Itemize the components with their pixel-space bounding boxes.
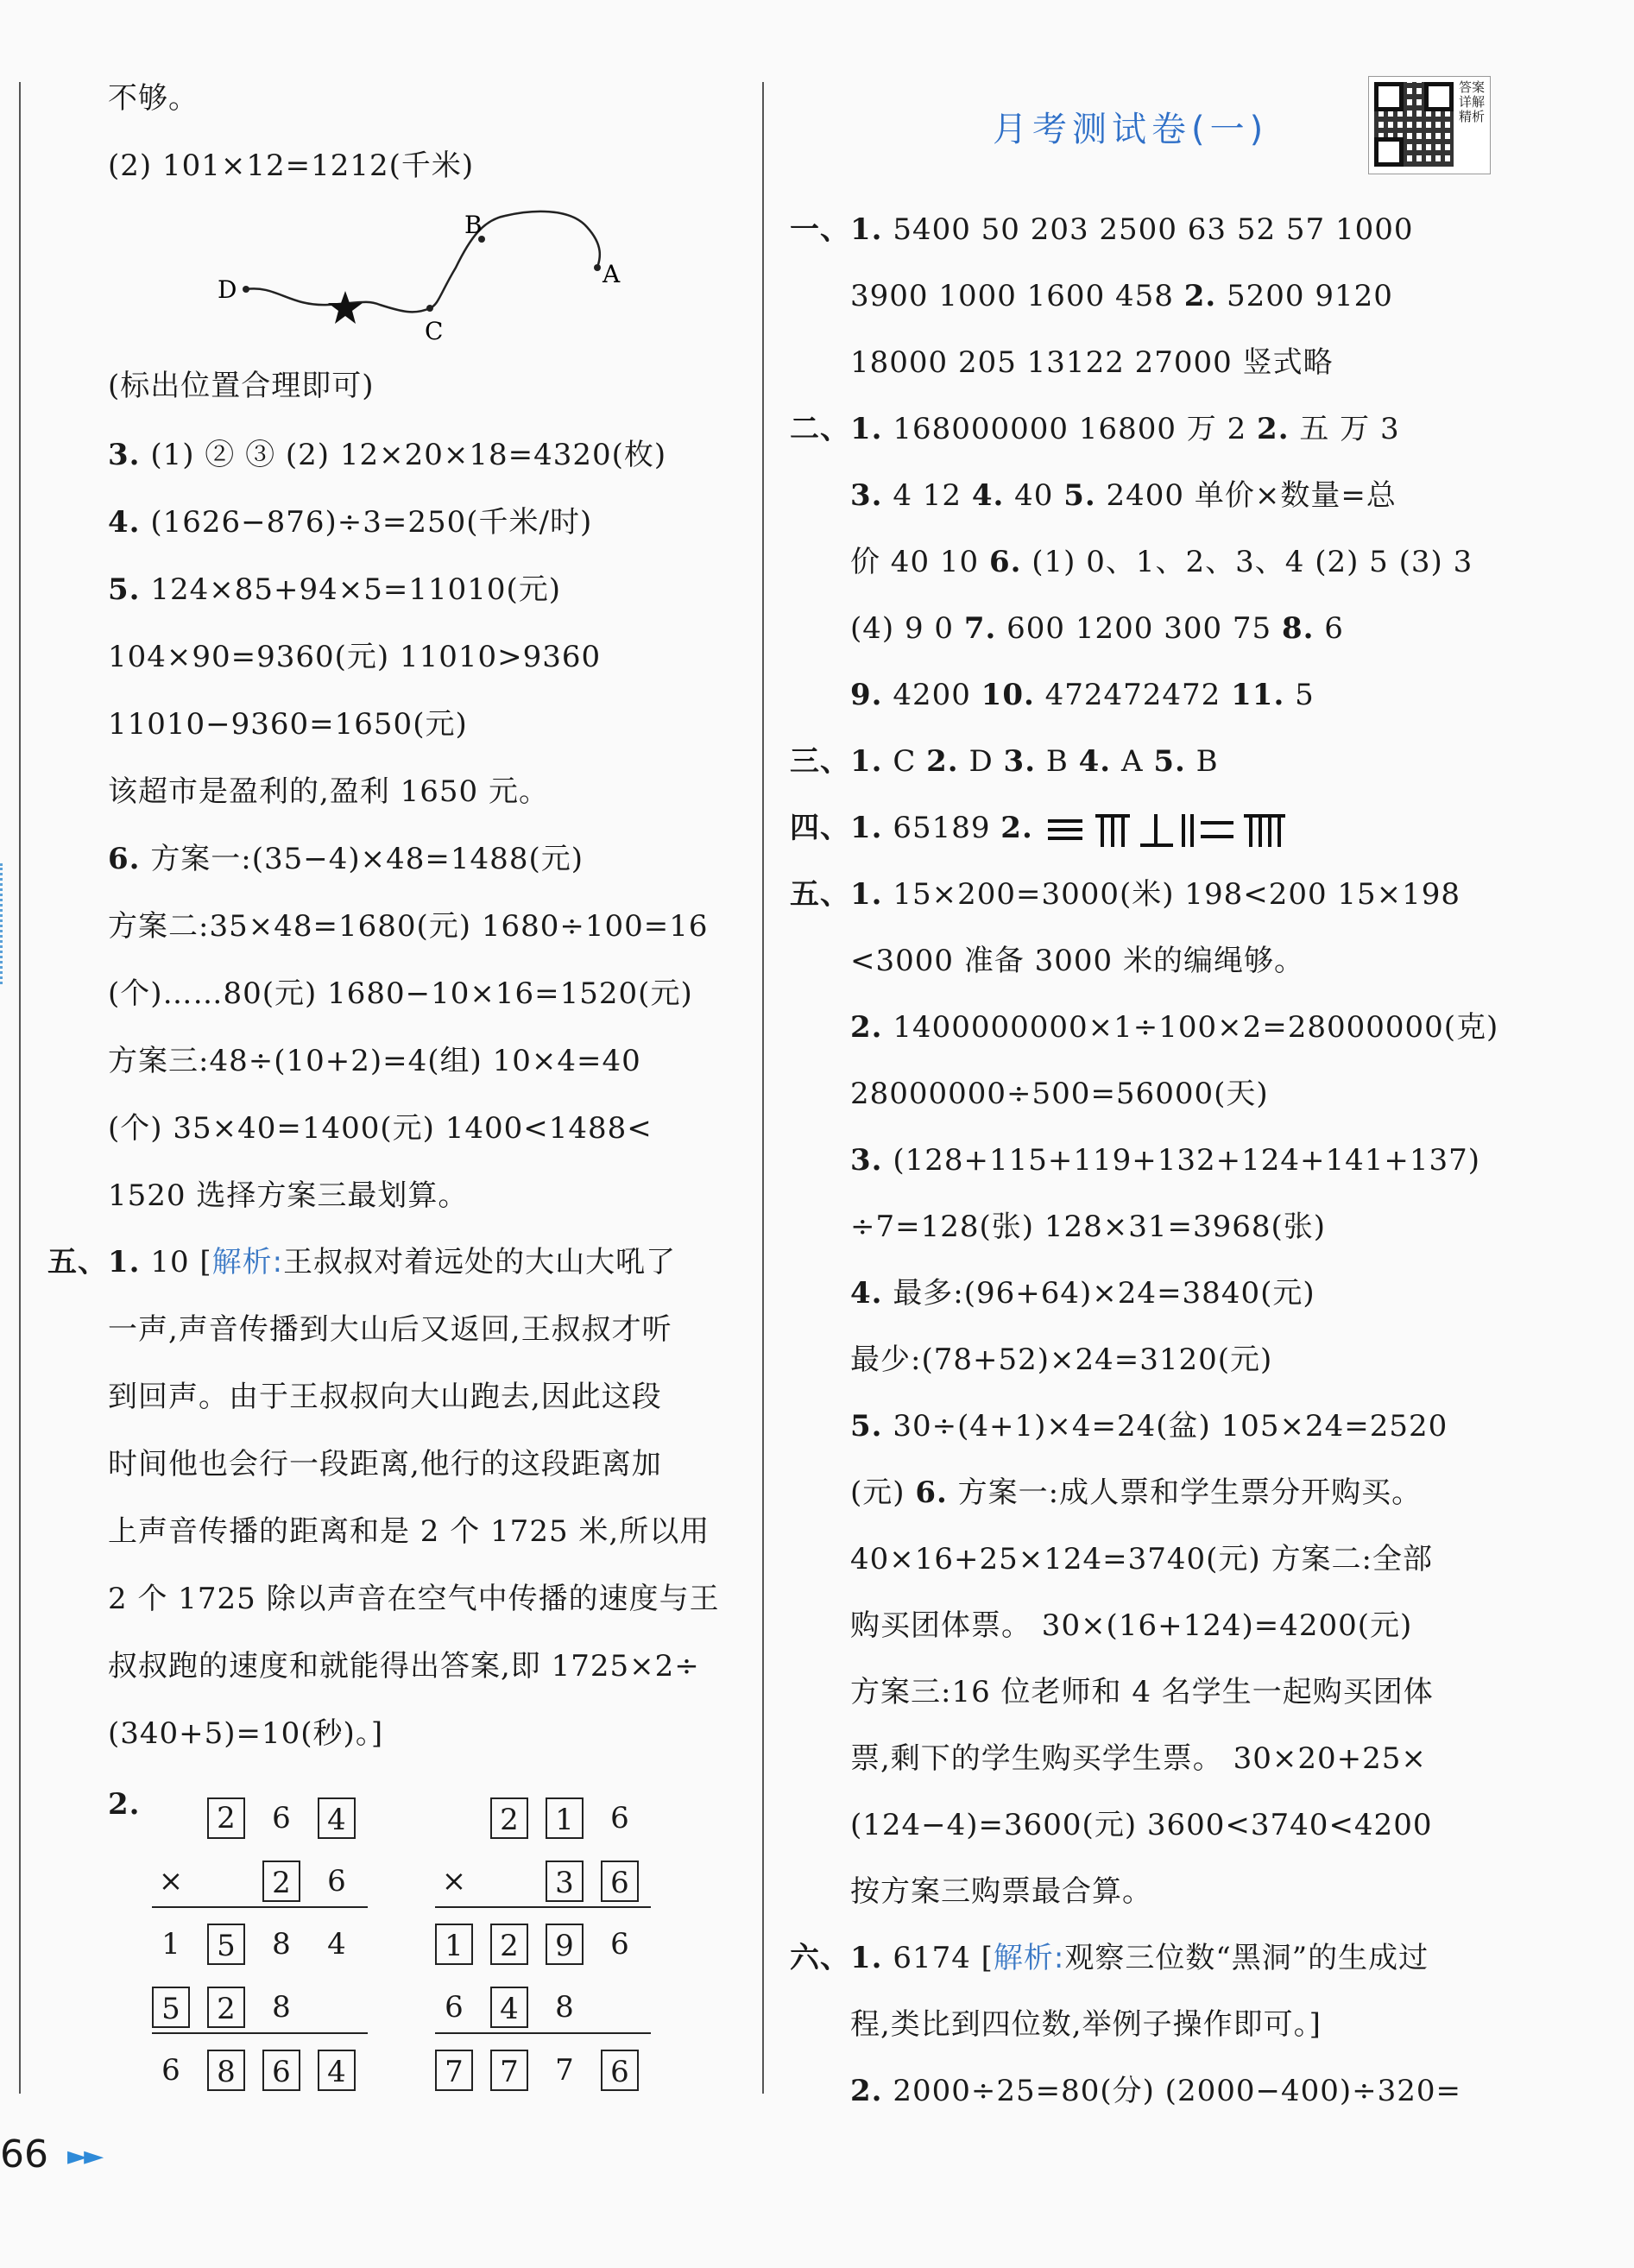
- right-line-19: [850, 1474, 1422, 1512]
- digit-box: 4: [318, 1797, 356, 1839]
- bracket-open: [: [199, 1245, 212, 1279]
- question-num: 11.: [1231, 678, 1285, 712]
- right-line-9: [790, 809, 1303, 850]
- digit-box: 2: [490, 1924, 528, 1965]
- digit-box: 2: [262, 1861, 300, 1902]
- point-c-dot: [426, 305, 433, 312]
- multiplication-puzzle-1: [152, 1797, 373, 2108]
- center-column-rule: [762, 82, 764, 2094]
- analysis-tag: 解析:: [211, 1245, 284, 1279]
- analysis-line-2: 到回声。由于王叔叔向大山跑去,因此这段: [108, 1380, 662, 1414]
- right-line-17: 最少:(78+52)×24=3120(元): [850, 1342, 1273, 1377]
- digit: 6: [610, 1801, 629, 1835]
- question-num: 1.: [108, 1245, 141, 1279]
- left-line-2: (标出位置合理即可): [108, 369, 375, 403]
- section-label: 三、: [790, 744, 850, 779]
- question-num: 4.: [850, 1276, 883, 1311]
- digit: 7: [555, 2053, 574, 2088]
- binding-edge-dots: [0, 863, 5, 984]
- left-margin-rule: [19, 82, 21, 2094]
- question-num: 7.: [963, 611, 997, 646]
- analysis-line-5: 2 个 1725 除以声音在空气中传播的速度与王: [108, 1582, 720, 1616]
- answer-text: C: [893, 744, 927, 779]
- left-line-7: 11010−9360=1650(元): [108, 707, 468, 742]
- digit-box: 5: [152, 1987, 190, 2028]
- digit: 6: [272, 1801, 291, 1835]
- answer-text: (1) ② ③ (2) 12×20×18=4320(枚): [150, 438, 667, 472]
- section-5-q1: [47, 1243, 676, 1281]
- question-num: 3.: [850, 1143, 883, 1178]
- digit-box: 7: [435, 2050, 473, 2091]
- left-line-12: 方案三:48÷(10+2)=4(组) 10×4=40: [108, 1044, 641, 1078]
- section-label: 一、: [790, 212, 850, 247]
- times-sign: ×: [441, 1864, 467, 1898]
- answer-text: 65189: [893, 811, 1001, 845]
- digit: 6: [161, 2053, 180, 2088]
- right-line-20: 40×16+25×124=3740(元) 方案二:全部: [850, 1542, 1433, 1576]
- digit-box: 5: [207, 1924, 245, 1965]
- digit-box: 2: [207, 1987, 245, 2028]
- left-line-14: 1520 选择方案三最划算。: [108, 1178, 469, 1213]
- answer-text: B: [1196, 744, 1219, 779]
- answer-text: 4200: [893, 678, 981, 712]
- digit-box: 9: [546, 1924, 584, 1965]
- test-title: 月考测试卷(一): [993, 110, 1269, 149]
- analysis-line-3: 时间他也会行一段距离,他行的这段距离加: [108, 1447, 662, 1481]
- question-num: 4.: [108, 505, 141, 540]
- times-sign: ×: [158, 1864, 184, 1898]
- digit: 6: [445, 1990, 464, 2025]
- answer-text: (1626−876)÷3=250(千米/时): [150, 505, 593, 540]
- qr-code-icon[interactable]: [1368, 76, 1491, 174]
- left-line-1: (2) 101×12=1212(千米): [108, 148, 475, 183]
- analysis-line-7: (340+5)=10(秒)。]: [108, 1716, 384, 1751]
- route-map-figure: [207, 203, 656, 350]
- right-line-1: [850, 277, 1393, 315]
- section-label: 五、: [47, 1245, 108, 1279]
- answer-text: 5200 9120: [1227, 279, 1393, 313]
- point-d-dot: [243, 286, 249, 293]
- answer-text: 方案一:(35−4)×48=1488(元): [150, 842, 584, 876]
- digit-box: 6: [601, 2050, 639, 2091]
- digit: 8: [272, 1990, 291, 2025]
- right-line-24: (124−4)=3600(元) 3600<3740<4200: [850, 1808, 1433, 1842]
- question-num: 1.: [850, 212, 883, 247]
- section-label: 五、: [790, 877, 850, 912]
- right-line-18: [850, 1407, 1448, 1445]
- right-line-21: 购买团体票。 30×(16+124)=4200(元): [850, 1608, 1413, 1643]
- answer-text: 124×85+94×5=11010(元): [150, 572, 562, 607]
- rod-numeral-answer: [1044, 809, 1303, 850]
- right-line-27: 程,类比到四位数,举例子操作即可。]: [850, 2007, 1322, 2042]
- right-line-15: ÷7=128(张) 128×31=3968(张): [850, 1210, 1327, 1244]
- section-label: 六、: [790, 1941, 850, 1975]
- qr-finder: [1424, 82, 1454, 111]
- digit-box: 4: [490, 1987, 528, 2028]
- question-num: 6.: [915, 1475, 948, 1510]
- question-num: 2.: [850, 1010, 883, 1045]
- right-line-4: [850, 477, 1397, 515]
- question-num: 9.: [850, 678, 883, 712]
- answer-text: 最多:(96+64)×24=3840(元): [893, 1276, 1315, 1311]
- next-page-arrows-icon: ►►: [67, 2141, 101, 2171]
- left-line-10: 方案二:35×48=1680(元) 1680÷100=16: [108, 909, 709, 944]
- point-a-dot: [594, 264, 601, 271]
- digit-box: 1: [546, 1797, 584, 1839]
- right-line-2: 18000 205 13122 27000 竖式略: [850, 345, 1334, 380]
- answer-text: 1400000000×1÷100×2=28000000(克): [893, 1010, 1499, 1045]
- section-label: 四、: [790, 811, 850, 845]
- question-num: 1.: [850, 744, 883, 779]
- analysis-text: 王叔叔对着远处的大山大吼了: [283, 1245, 677, 1279]
- left-line-9: [108, 840, 584, 878]
- star-icon: [328, 291, 363, 324]
- question-2-num: 2.: [108, 1787, 141, 1822]
- digit-box: 6: [262, 2050, 300, 2091]
- right-line-3: [790, 410, 1400, 448]
- multiplication-puzzle-2: [435, 1797, 656, 2108]
- answer-text: 5: [1295, 678, 1315, 712]
- digit-box: [207, 1797, 245, 1839]
- question-num: 8.: [1281, 611, 1315, 646]
- left-line-3: [108, 436, 666, 474]
- right-line-7: [850, 676, 1315, 714]
- answer-text: (元): [850, 1475, 916, 1510]
- right-line-23: 票,剩下的学生购买学生票。 30×20+25×: [850, 1741, 1427, 1776]
- answer-text: 168000000 16800 万 2: [893, 412, 1258, 446]
- analysis-line-4: 上声音传播的距离和是 2 个 1725 米,所以用: [108, 1514, 710, 1549]
- question-num: 6.: [108, 842, 141, 876]
- answer-text: 40: [1014, 478, 1064, 513]
- answer-text: 15×200=3000(米) 198<200 15×198: [893, 877, 1461, 912]
- left-line-5: [108, 571, 561, 609]
- qr-finder: [1374, 82, 1404, 111]
- right-line-10: [790, 875, 1461, 913]
- answer-text: A: [1120, 744, 1154, 779]
- analysis-line-1: 一声,声音传播到大山后又返回,王叔叔才听: [108, 1312, 672, 1347]
- right-line-26: [790, 1939, 1429, 1977]
- answer-text: 6: [1324, 611, 1344, 646]
- question-num: 5.: [850, 1409, 883, 1444]
- digit-box: 4: [318, 2050, 356, 2091]
- question-num: 4.: [1078, 744, 1112, 779]
- left-line-0: 不够。: [108, 81, 199, 116]
- left-line-4: [108, 503, 592, 541]
- digit: 8: [272, 1927, 291, 1962]
- answer-text: 600 1200 300 75: [1006, 611, 1282, 646]
- right-line-28: [850, 2072, 1461, 2110]
- digit-box: 2: [490, 1797, 528, 1839]
- answer-text: 方案一:成人票和学生票分开购买。: [957, 1475, 1423, 1510]
- answer-value: 10: [150, 1245, 190, 1279]
- answer-text: (128+115+119+132+124+141+137): [893, 1143, 1481, 1178]
- question-num: 5.: [1153, 744, 1186, 779]
- point-a-label: A: [602, 260, 621, 288]
- answer-text: (4) 9 0: [850, 611, 964, 646]
- point-c-label: C: [425, 317, 444, 345]
- question-num: 3.: [1003, 744, 1037, 779]
- question-num: 3.: [108, 438, 141, 472]
- digit: 1: [161, 1927, 180, 1962]
- digit: 6: [610, 1927, 629, 1962]
- digit-box: 6: [601, 1861, 639, 1902]
- answer-text: 3900 1000 1600 458: [850, 279, 1184, 313]
- rule: [435, 2032, 651, 2034]
- analysis-line-6: 叔叔跑的速度和就能得出答案,即 1725×2÷: [108, 1649, 700, 1684]
- question-num: 2.: [926, 744, 959, 779]
- rule: [435, 1906, 651, 1908]
- right-line-0: [790, 211, 1414, 249]
- answer-text: 6174 [: [893, 1941, 994, 1975]
- right-line-8: [790, 742, 1219, 780]
- left-line-11: (个)……80(元) 1680−10×16=1520(元): [108, 976, 693, 1011]
- digit-box: 7: [490, 2050, 528, 2091]
- left-line-8: 该超市是盈利的,盈利 1650 元。: [108, 774, 549, 809]
- page-number: 66: [0, 2132, 48, 2176]
- rule: [152, 2032, 368, 2034]
- answer-text: 2400 单价×数量=总: [1106, 478, 1397, 513]
- digit: 8: [555, 1990, 574, 2025]
- answer-text: D: [968, 744, 1004, 779]
- right-line-12: [850, 1008, 1498, 1046]
- question-num: 4.: [971, 478, 1005, 513]
- question-num: 3.: [850, 478, 883, 513]
- right-line-6: [850, 610, 1344, 648]
- digit: 2: [217, 1801, 236, 1835]
- question-num: 6.: [988, 545, 1022, 579]
- question-num: 2.: [850, 2074, 883, 2108]
- digit-box: 8: [207, 2050, 245, 2091]
- answer-text: 5400 50 203 2500 63 52 57 1000: [893, 212, 1414, 247]
- right-line-13: 28000000÷500=56000(天): [850, 1077, 1269, 1111]
- question-num: 1.: [850, 811, 883, 845]
- answer-text: 2000÷25=80(分) (2000−400)÷320=: [893, 2074, 1461, 2108]
- left-line-6: 104×90=9360(元) 11010>9360: [108, 640, 602, 674]
- right-line-22: 方案三:16 位老师和 4 名学生一起购买团体: [850, 1675, 1434, 1709]
- question-num: 5.: [108, 572, 141, 607]
- question-num: 2.: [1183, 279, 1217, 313]
- point-b-label: B: [464, 211, 483, 239]
- qr-finder: [1374, 137, 1404, 167]
- answer-text: 30÷(4+1)×4=24(盆) 105×24=2520: [893, 1409, 1448, 1444]
- rule: [152, 1906, 368, 1908]
- right-line-11: <3000 准备 3000 米的编绳够。: [850, 944, 1304, 978]
- question-num: 2.: [1000, 811, 1033, 845]
- answer-text: (1) 0、1、2、3、4 (2) 5 (3) 3: [1032, 545, 1473, 579]
- answer-text: 价 40 10: [850, 545, 989, 579]
- digit: 4: [327, 1927, 346, 1962]
- right-line-25: 按方案三购票最合算。: [850, 1874, 1152, 1909]
- question-num: 1.: [850, 877, 883, 912]
- digit-box: 1: [435, 1924, 473, 1965]
- right-line-16: [850, 1274, 1315, 1312]
- answer-text: 五 万 3: [1299, 412, 1400, 446]
- answer-text: B: [1045, 744, 1079, 779]
- right-line-14: [850, 1141, 1480, 1179]
- answer-text: 4 12: [893, 478, 972, 513]
- right-line-5: [850, 543, 1473, 581]
- qr-caption: 答案详解精析: [1459, 79, 1486, 124]
- left-line-13: (个) 35×40=1400(元) 1400<1488<: [108, 1111, 653, 1146]
- digit: 6: [327, 1864, 346, 1898]
- question-num: 10.: [981, 678, 1035, 712]
- section-label: 二、: [790, 412, 850, 446]
- analysis-text: 观察三位数“黑洞”的生成过: [1064, 1941, 1429, 1975]
- question-num: 1.: [850, 412, 883, 446]
- digit-box: 3: [546, 1861, 584, 1902]
- analysis-tag: 解析:: [993, 1941, 1065, 1975]
- question-num: 1.: [850, 1941, 883, 1975]
- point-d-label: D: [218, 275, 237, 304]
- answer-text: 472472472: [1044, 678, 1232, 712]
- route-path: [246, 212, 600, 312]
- question-num: 5.: [1063, 478, 1096, 513]
- question-num: 2.: [1257, 412, 1290, 446]
